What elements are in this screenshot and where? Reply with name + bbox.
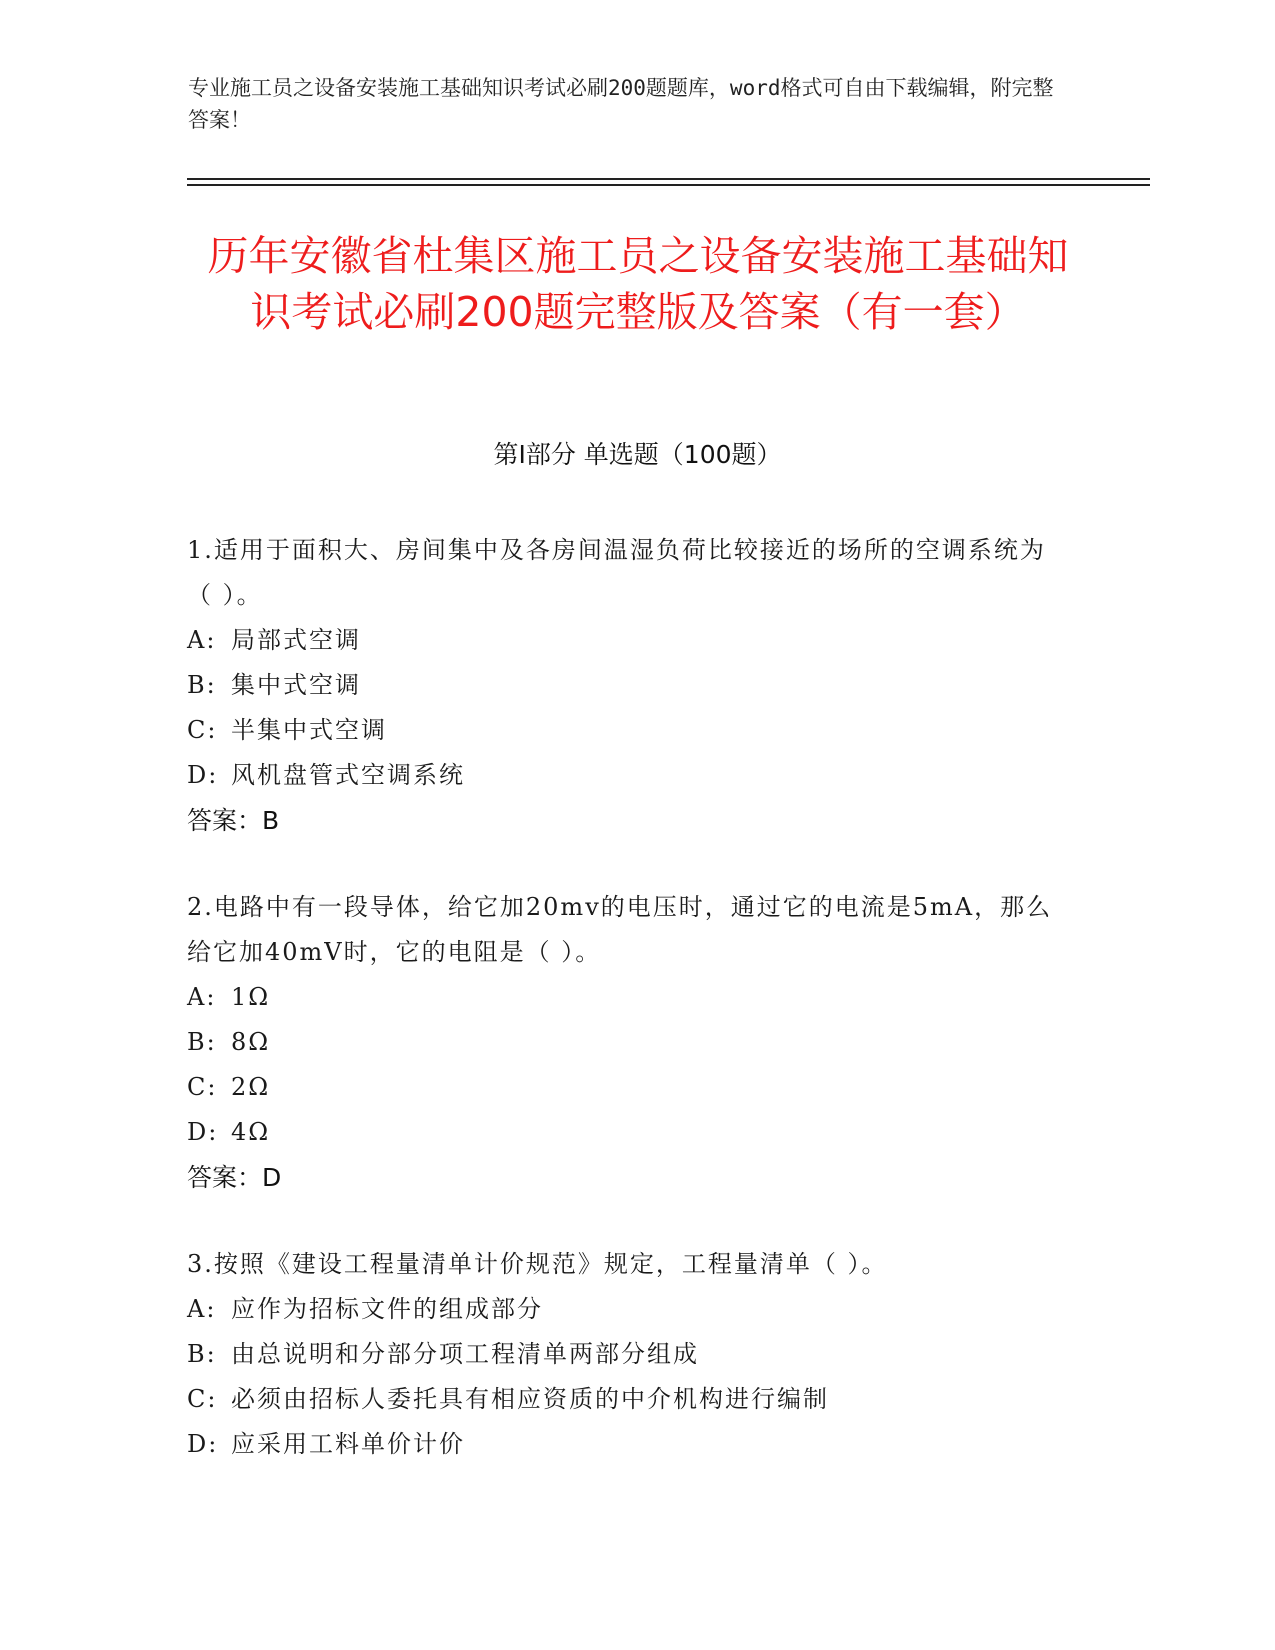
option-d [187,1110,1067,1155]
option-letter: B: [187,1340,217,1368]
section-title: 第Ⅰ部分 单选题（100题） [493,440,782,469]
option-d [187,753,1067,798]
option-d [187,1422,1067,1467]
option-letter: B: [187,1028,217,1056]
option-letter: D: [187,1430,219,1458]
option-letter: A: [187,626,217,654]
option-text: 8Ω [231,1028,271,1056]
answer-line: 答案：D [187,1163,282,1192]
option-text: 1Ω [231,983,271,1011]
document-title: 历年安徽省杜集区施工员之设备安装施工基础知识考试必刷200题完整版及答案（有一套） [207,232,1069,336]
option-b [187,1020,1067,1065]
option-text: 2Ω [231,1073,271,1101]
option-letter: D: [187,1118,219,1146]
option-text: 必须由招标人委托具有相应资质的中介机构进行编制 [231,1385,829,1413]
question-stem: 1.适用于面积大、房间集中及各房间温湿负荷比较接近的场所的空调系统为（ ）。 [187,536,1046,609]
option-a [187,975,1067,1020]
option-letter: C: [187,1073,218,1101]
header-note: 专业施工员之设备安装施工基础知识考试必刷200题题库，word格式可自由下载编辑，附完整答案！ [188,76,1054,132]
question-3 [187,1242,1067,1467]
option-text: 应采用工料单价计价 [231,1430,465,1458]
option-text: 半集中式空调 [231,716,387,744]
option-b [187,1332,1067,1377]
option-letter: D: [187,761,219,789]
question-1 [187,528,1067,843]
option-text: 集中式空调 [231,671,361,699]
option-a [187,618,1067,663]
option-c [187,1065,1067,1110]
option-b [187,663,1067,708]
option-letter: A: [187,983,217,1011]
question-stem: 3.按照《建设工程量清单计价规范》规定，工程量清单（ ）。 [187,1250,888,1278]
question-stem: 2.电路中有一段导体，给它加20mv的电压时，通过它的电流是5mA，那么给它加40mV时，它的电阻是（ ）。 [187,893,1053,966]
option-text: 风机盘管式空调系统 [231,761,465,789]
option-a [187,1287,1067,1332]
question-2 [187,885,1067,1200]
option-letter: B: [187,671,217,699]
option-c [187,708,1067,753]
option-letter: A: [187,1295,217,1323]
header-divider-bottom [187,184,1150,186]
option-c [187,1377,1067,1422]
option-letter: C: [187,716,218,744]
option-text: 由总说明和分部分项工程清单两部分组成 [231,1340,699,1368]
question-list [187,528,1067,1509]
option-text: 4Ω [231,1118,271,1146]
answer-line: 答案：B [187,806,280,835]
option-text: 局部式空调 [231,626,361,654]
option-text: 应作为招标文件的组成部分 [231,1295,543,1323]
option-letter: C: [187,1385,218,1413]
header-divider-top [187,178,1150,180]
